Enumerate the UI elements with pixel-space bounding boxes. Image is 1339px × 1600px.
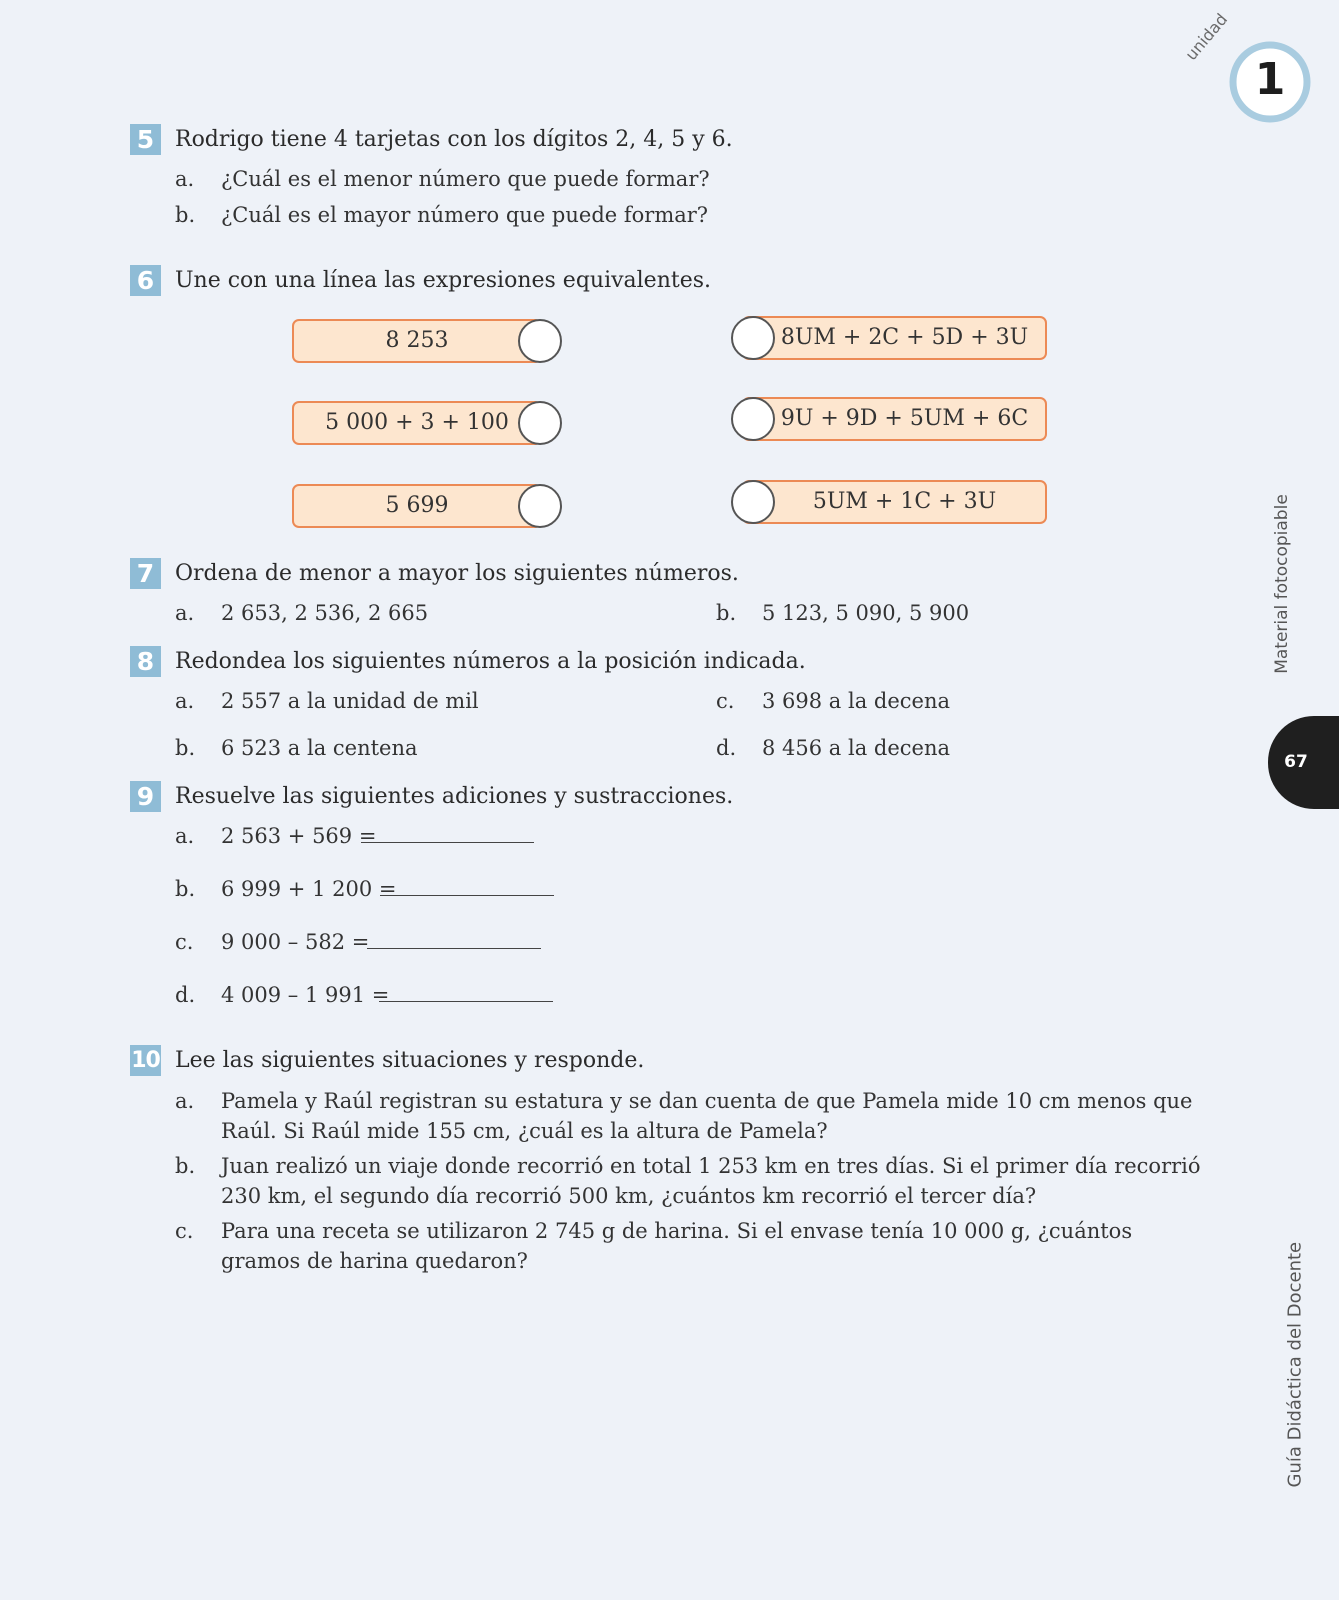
question-text: Une con una línea las expresiones equivalentes. [175, 268, 712, 293]
item-label: b. [716, 601, 737, 625]
item-text: 2 563 + 569 = [221, 824, 377, 848]
item-text: 6 523 a la centena [221, 736, 418, 760]
item-label: d. [716, 736, 737, 760]
connector-circle[interactable] [518, 401, 562, 445]
page-tab [1268, 716, 1339, 809]
answer-line[interactable] [379, 1001, 553, 1002]
connector-circle[interactable] [731, 397, 775, 441]
list-item [175, 1086, 1205, 1146]
connector-circle[interactable] [731, 316, 775, 360]
left-expression-card: 5 699 [292, 484, 542, 528]
question-number: 9 [130, 781, 161, 812]
item-text: 2 653, 2 536, 2 665 [221, 601, 429, 625]
question-number: 6 [130, 265, 161, 296]
item-text: Pamela y Raúl registran su estatura y se dan cuenta de que Pamela mide 10 cm menos que Raúl. Si Raúl mide 155 cm, ¿cuál es la altura de Pamela? [221, 1089, 1193, 1143]
question-text: Redondea los siguientes números a la posición indicada. [175, 649, 806, 674]
question-number: 10 [130, 1045, 161, 1076]
item-text: 6 999 + 1 200 = [221, 877, 397, 901]
side-guide-label: Guía Didáctica del Docente [1284, 1241, 1306, 1488]
item-text: Para una receta se utilizaron 2 745 g de harina. Si el envase tenía 10 000 g, ¿cuántos gramos de harina quedaron? [221, 1219, 1133, 1273]
item-label: b. [175, 203, 196, 227]
right-expression-card: 5UM + 1C + 3U [742, 480, 1047, 524]
item-label: a. [175, 167, 195, 191]
question-text: Resuelve las siguientes adiciones y sustracciones. [175, 784, 734, 809]
item-label: a. [175, 689, 195, 713]
item-text: ¿Cuál es el menor número que puede formar? [221, 167, 710, 191]
question-text: Rodrigo tiene 4 tarjetas con los dígitos 2, 4, 5 y 6. [175, 127, 733, 152]
question-text: Lee las siguientes situaciones y responde. [175, 1048, 645, 1073]
item-label: a. [175, 1089, 195, 1113]
item-text: ¿Cuál es el mayor número que puede formar? [221, 203, 709, 227]
connector-circle[interactable] [731, 480, 775, 524]
question-number: 7 [130, 558, 161, 589]
answer-line[interactable] [361, 842, 534, 843]
list-item [175, 1151, 1205, 1211]
item-label: b. [175, 736, 196, 760]
right-expression-card: 9U + 9D + 5UM + 6C [742, 397, 1047, 441]
question-number: 5 [130, 124, 161, 155]
connector-circle[interactable] [518, 484, 562, 528]
page-number: 67 [1284, 752, 1308, 772]
connector-circle[interactable] [518, 319, 562, 363]
item-label: c. [716, 689, 735, 713]
item-label: c. [175, 930, 194, 954]
answer-line[interactable] [380, 895, 554, 896]
right-expression-card: 8UM + 2C + 5D + 3U [742, 316, 1047, 360]
item-text: Juan realizó un viaje donde recorrió en total 1 253 km en tres días. Si el primer día recorrió 230 km, el segundo día recorrió 500 km, ¿cuántos km recorrió el tercer día? [221, 1154, 1201, 1208]
item-label: c. [175, 1219, 194, 1243]
item-label: a. [175, 601, 195, 625]
question-number: 8 [130, 646, 161, 677]
item-text: 2 557 a la unidad de mil [221, 689, 479, 713]
left-expression-card: 5 000 + 3 + 100 [292, 401, 542, 445]
item-label: d. [175, 983, 196, 1007]
item-label: b. [175, 877, 196, 901]
list-item [175, 1216, 1205, 1276]
item-text: 4 009 – 1 991 = [221, 983, 390, 1007]
side-material-label: Material fotocopiable [1272, 494, 1292, 674]
question-text: Ordena de menor a mayor los siguientes números. [175, 561, 739, 586]
unit-label: unidad [1181, 9, 1232, 65]
item-label: a. [175, 824, 195, 848]
item-text: 8 456 a la decena [762, 736, 951, 760]
answer-line[interactable] [367, 948, 541, 949]
item-label: b. [175, 1154, 196, 1178]
item-text: 3 698 a la decena [762, 689, 951, 713]
item-text: 5 123, 5 090, 5 900 [762, 601, 970, 625]
left-expression-card: 8 253 [292, 319, 542, 363]
item-text: 9 000 – 582 = [221, 930, 370, 954]
unit-number: 1 [1254, 54, 1286, 105]
